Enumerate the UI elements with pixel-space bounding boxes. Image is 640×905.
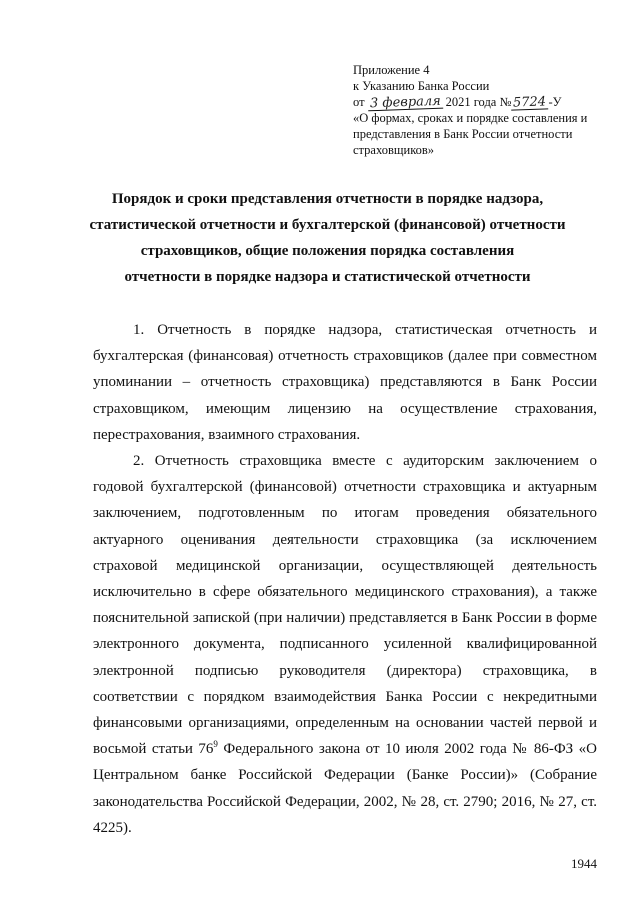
annex-title-2: представления в Банк России отчетности bbox=[353, 127, 573, 141]
title-line-3: страховщиков, общие положения порядка составления bbox=[140, 243, 515, 259]
annex-year: 2021 года № bbox=[445, 95, 512, 109]
handwritten-number: 5724 bbox=[513, 94, 547, 111]
handwritten-date: 3 февраля bbox=[369, 93, 441, 112]
title-line-4: отчетности в порядке надзора и статистической отчетности bbox=[124, 269, 531, 285]
annex-header bbox=[353, 62, 613, 158]
title-line-2: статистической отчетности и бухгалтерской (финансовой) отчетности bbox=[89, 217, 566, 233]
annex-reference: к Указанию Банка России bbox=[353, 79, 490, 93]
paragraph-2-text-a: 2. Отчетность страховщика вместе с аудиторским заключением о годовой бухгалтерской (финансовой) отчетности страховщика и актуарным заключением, подготовленным по итогам проведения обязательного актуарного оценивания деятельности страховщика (за исключением страховой медицинской организации, осуществляющей деятельность исключительно в сфере обязательного медицинского страхования), а также пояснительной запиской (при наличии) представляется в Банк России в форме электронного документа, подписанного усиленной квалифицированной электронной подписью руководителя (директора) страховщика, в соответствии с порядком взаимодействия Банка России с некредитными финансовыми организациями, определенным на основании частей первой и восьмой статьи 76 bbox=[93, 453, 597, 758]
article-superscript: 9 bbox=[213, 739, 218, 750]
document-body bbox=[93, 317, 597, 841]
annex-from: от bbox=[353, 95, 365, 109]
annex-title-1: «О формах, сроках и порядке составления и bbox=[353, 111, 588, 125]
annex-number-suffix: -У bbox=[548, 95, 562, 109]
page-number: 1944 bbox=[571, 856, 597, 871]
title-line-1: Порядок и сроки представления отчетности в порядке надзора, bbox=[111, 191, 544, 207]
annex-number: Приложение 4 bbox=[353, 63, 430, 77]
paragraph-2 bbox=[93, 448, 597, 841]
paragraph-1: 1. Отчетность в порядке надзора, статистическая отчетность и бухгалтерская (финансовая) отчетность страховщиков (далее при совместном упоминании – отчетность страховщика) представляются в Банк России страховщиком, имеющим лицензию на осуществление страхования, перестрахования, взаимного страхования. bbox=[93, 322, 597, 443]
annex-title-3: страховщиков» bbox=[353, 143, 435, 157]
document-title bbox=[60, 186, 595, 290]
annex-date-line bbox=[353, 94, 613, 110]
paragraph-2-text-b: Федерального закона от 10 июля 2002 года № 86-ФЗ «О Центральном банке Российской Федерации (Банке России)» (Собрание законодательства Российской Федерации, 2002, № 28, ст. 2790; 2016, № 27, ст. 4225). bbox=[93, 741, 597, 836]
